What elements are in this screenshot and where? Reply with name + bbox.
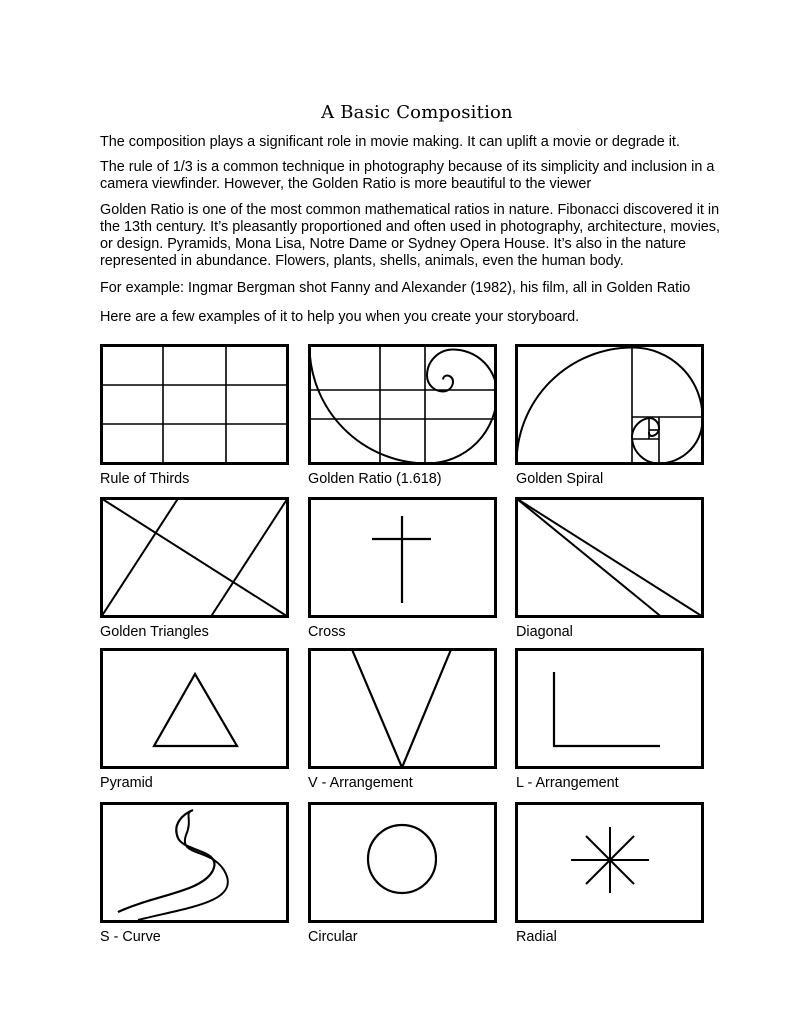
golden-spiral-label: Golden Spiral (516, 471, 604, 487)
example-paragraph: For example: Ingmar Bergman shot Fanny and Alexander (1982), his film, all in Golden Ratio (100, 280, 691, 296)
v-arrangement-label: V - Arrangement (308, 775, 413, 791)
golden-ratio-paragraph: Golden Ratio is one of the most common mathematical ratios in nature. Fibonacci discovered it in the 13th century. It’s pleasantly proportioned and often used in photography, architecture, movies, or design. Pyramids, Mona Lisa, Notre Dame or Sydney Opera House. It’s also in the nature represented in abundance. Flowers, plants, shells, animals, even the human body. (100, 202, 720, 269)
l-arrangement-icon (515, 648, 704, 769)
page-title: A Basic Composition (321, 102, 513, 123)
golden-ratio-icon (308, 344, 497, 465)
golden-triangles-label: Golden Triangles (100, 624, 209, 640)
rule-of-thirds-label: Rule of Thirds (100, 471, 190, 487)
circular-icon (308, 802, 497, 923)
radial-icon (515, 802, 704, 923)
v-arrangement-icon (308, 648, 497, 769)
pyramid-label: Pyramid (100, 775, 153, 791)
s-curve-label: S - Curve (100, 929, 161, 945)
radial-label: Radial (516, 929, 557, 945)
cross-icon (308, 497, 497, 618)
diagonal-label: Diagonal (516, 624, 573, 640)
l-arrangement-label: L - Arrangement (516, 775, 619, 791)
golden-triangles-icon (100, 497, 289, 618)
cross-label: Cross (308, 624, 346, 640)
diagonal-icon (515, 497, 704, 618)
s-curve-icon (100, 802, 289, 923)
pyramid-icon (100, 648, 289, 769)
storyboard-paragraph: Here are a few examples of it to help you when you create your storyboard. (100, 309, 580, 325)
golden-spiral-icon (515, 344, 704, 465)
rule-of-thirds-icon (100, 344, 289, 465)
golden-ratio-label: Golden Ratio (1.618) (308, 471, 442, 487)
circular-label: Circular (308, 929, 358, 945)
rule-of-thirds-paragraph: The rule of 1/3 is a common technique in photography because of its simplicity and inclusion in a camera viewfinder. However, the Golden Ratio is more beautiful to the viewer (100, 159, 715, 192)
intro-paragraph: The composition plays a significant role in movie making. It can uplift a movie or degrade it. (100, 134, 680, 150)
